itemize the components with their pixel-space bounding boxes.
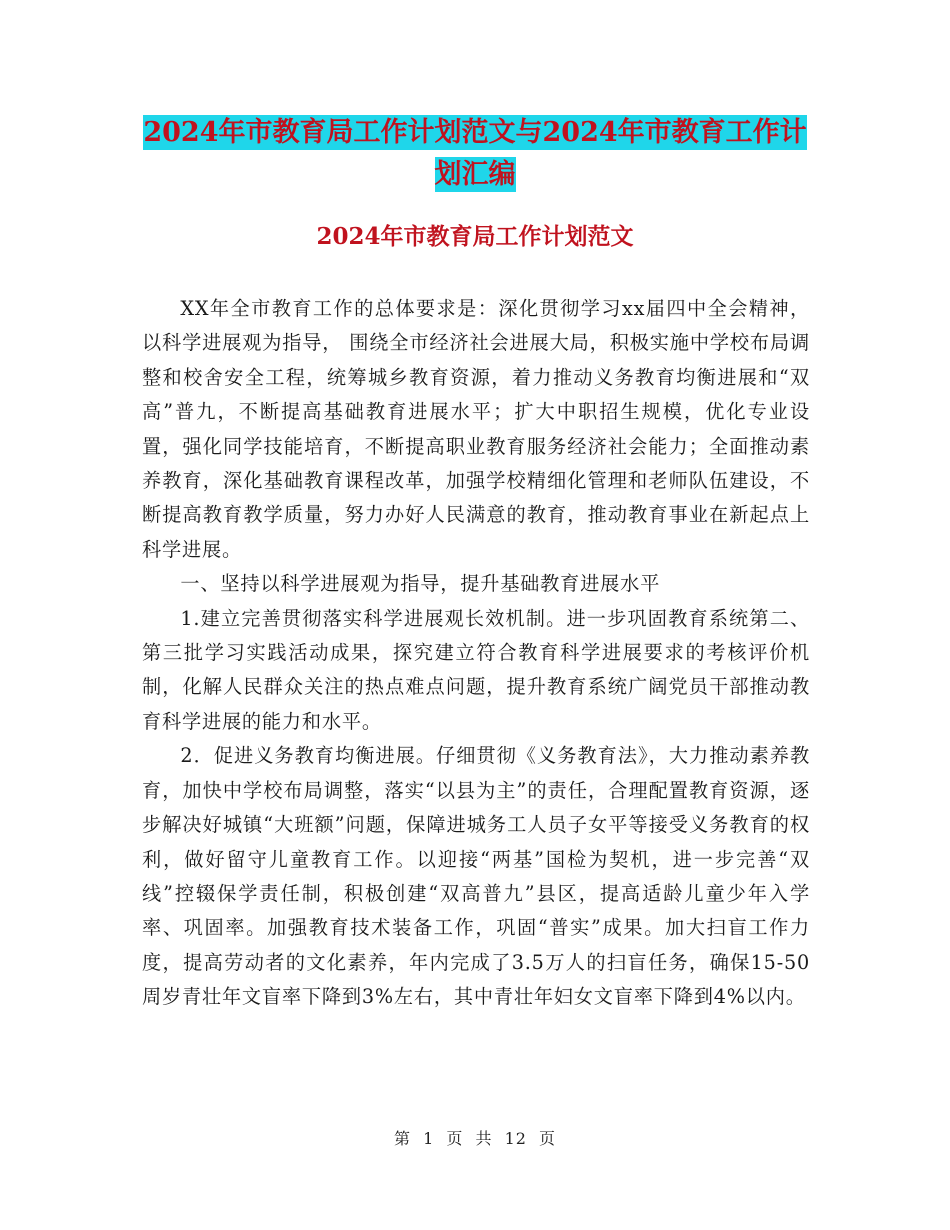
paragraph-heading-1: 一、坚持以科学进展观为指导，提升基础教育进展水平 [180,572,661,596]
footer-total-word: 共 [475,1129,493,1148]
document-title [130,112,820,196]
paragraph-intro: XX年全市教育工作的总体要求是：深化贯彻学习xx届四中全会精神，以科学进展观为指导， 围绕全市经济社会进展大局，积极实施中学校布局调整和校舍安全工程，统筹城乡教育资源，着力推动义务教育均衡进展和“双高”普九，不断提高基础教育进展水平；扩大中职招生规模，优化专业设置，强化同学技能培育，不断提高职业教育服务经济社会能力；全面推动素养教育，深化基础教育课程改革，加强学校精细化管理和老师队伍建设，不断提高教育教学质量，努力办好人民满意的教育，推动教育事业在新起点上科学进展。 [142,297,810,561]
footer-page-word: 页 [446,1129,464,1148]
footer-total-pages: 12 [504,1129,527,1148]
page-footer [0,1127,950,1151]
paragraph-item-1: 1.建立完善贯彻落实科学进展观长效机制。进一步巩固教育系统第二、第三批学习实践活动成果，探究建立符合教育科学进展要求的考核评价机制，化解人民群众关注的热点难点问题，提升教育系统广阔党员干部推动教育科学进展的能力和水平。 [142,606,810,733]
footer-prefix: 第 [393,1129,411,1148]
document-title-line2: 划汇编 [434,159,516,190]
document-body [142,292,810,1015]
footer-current-page: 1 [423,1129,435,1148]
section-title: 2024年市教育局工作计划范文 [316,223,634,250]
footer-suffix: 页 [539,1129,557,1148]
document-title-line1: 2024年市教育局工作计划范文与2024年市教育工作计 [143,117,807,148]
paragraph-item-2: 2．促进义务教育均衡进展。仔细贯彻《义务教育法》，大力推动素养教育，加快中学校布局调整，落实“以县为主”的责任，合理配置教育资源，逐步解决好城镇“大班额”问题，保障进城务工人员子女平等接受义务教育的权利，做好留守儿童教育工作。以迎接“两基”国检为契机，进一步完善“双线”控辍保学责任制，积极创建“双高普九”县区，提高适龄儿童少年入学率、巩固率。加强教育技术装备工作，巩固“普实”成果。加大扫盲工作力度，提高劳动者的文化素养，年内完成了3.5万人的扫盲任务，确保15-50周岁青壮年文盲率下降到3%左右，其中青壮年妇女文盲率下降到4%以内。 [142,744,810,1009]
